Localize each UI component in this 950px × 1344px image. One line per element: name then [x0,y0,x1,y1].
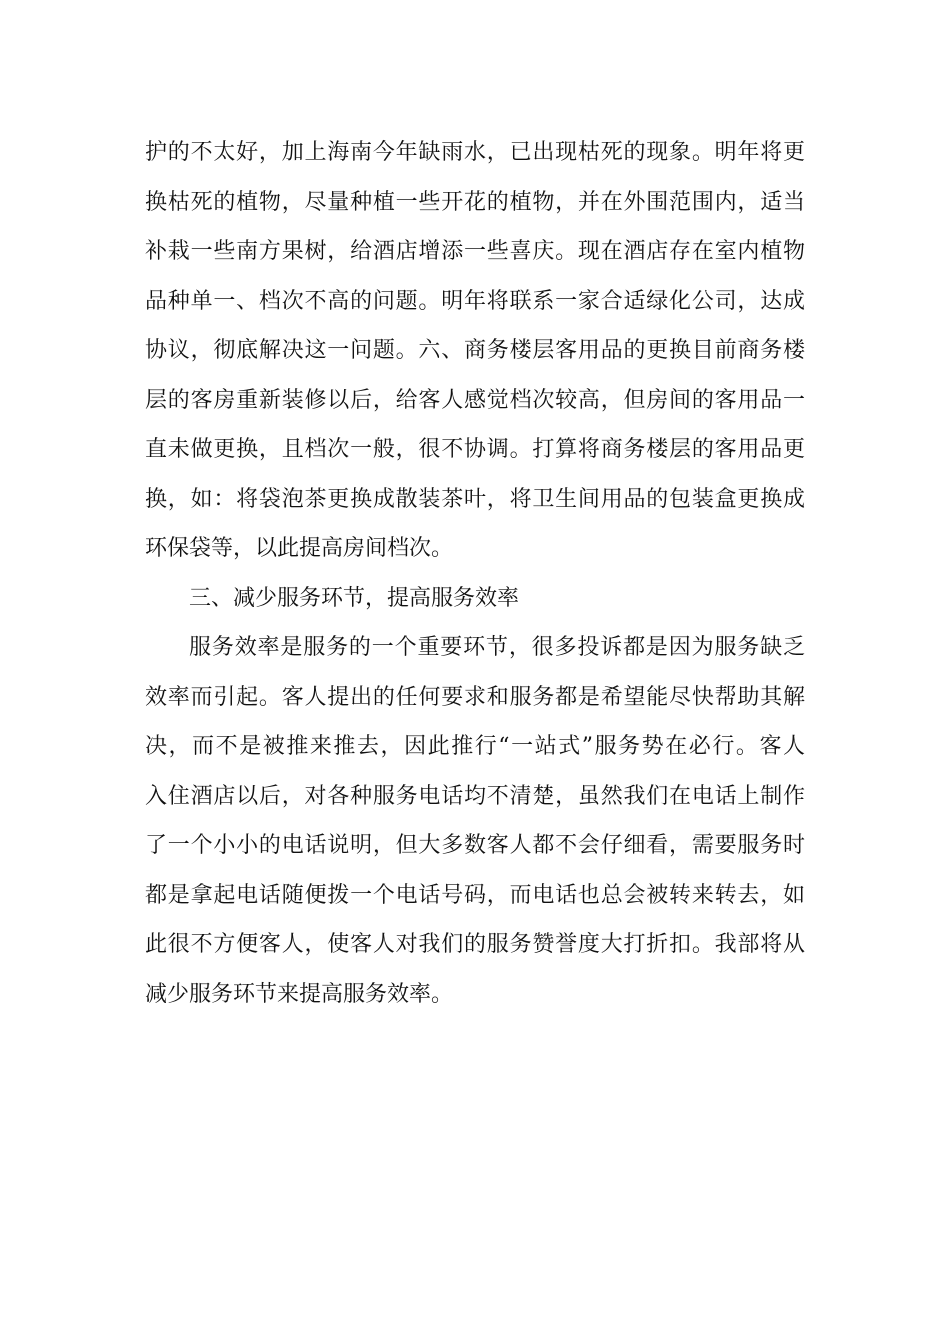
text-line-18: 减少服务环节来提高服务效率。 [145,981,454,1007]
text-line-17: 此很不方便客人，使客人对我们的服务赞誉度大打折扣。我部将从 [145,932,805,957]
text-line-5: 协议，彻底解决这一问题。六、商务楼层客用品的更换目前商务楼 [145,338,805,363]
text-line-4: 品种单一、档次不高的问题。明年将联系一家合适绿化公司，达成 [145,288,805,314]
text-line-12: 效率而引起。客人提出的任何要求和服务都是希望能尽快帮助其解 [145,684,805,710]
text-line-11: 服务效率是服务的一个重要环节，很多投诉都是因为服务缺乏 [189,635,805,660]
text-line-16: 都是拿起电话随便拨一个电话号码，而电话也总会被转来转去，如 [145,882,805,908]
text-line-1: 护的不太好，加上海南今年缺雨水，已出现枯死的现象。明年将更 [145,140,805,165]
text-line-6: 层的客房重新装修以后，给客人感觉档次较高，但房间的客用品一 [145,387,805,413]
text-line-9: 环保袋等，以此提高房间档次。 [145,536,454,561]
body-text [145,128,805,1019]
section-heading: 三、减少服务环节，提高服务效率 [189,585,520,611]
text-line-8: 换，如：将袋泡茶更换成散装茶叶，将卫生间用品的包装盒更换成 [145,486,805,512]
text-line-3: 补栽一些南方果树，给酒店增添一些喜庆。现在酒店存在室内植物 [145,239,805,264]
text-line-15: 了一个小小的电话说明，但大多数客人都不会仔细看，需要服务时 [145,833,805,858]
text-line-7: 直未做更换，且档次一般，很不协调。打算将商务楼层的客用品更 [145,437,805,462]
text-line-14: 入住酒店以后，对各种服务电话均不清楚，虽然我们在电话上制作 [145,783,805,809]
text-line-2: 换枯死的植物，尽量种植一些开花的植物，并在外围范围内，适当 [145,189,805,215]
text-line-13: 决，而不是被推来推去，因此推行“一站式”服务势在必行。客人 [145,734,805,759]
